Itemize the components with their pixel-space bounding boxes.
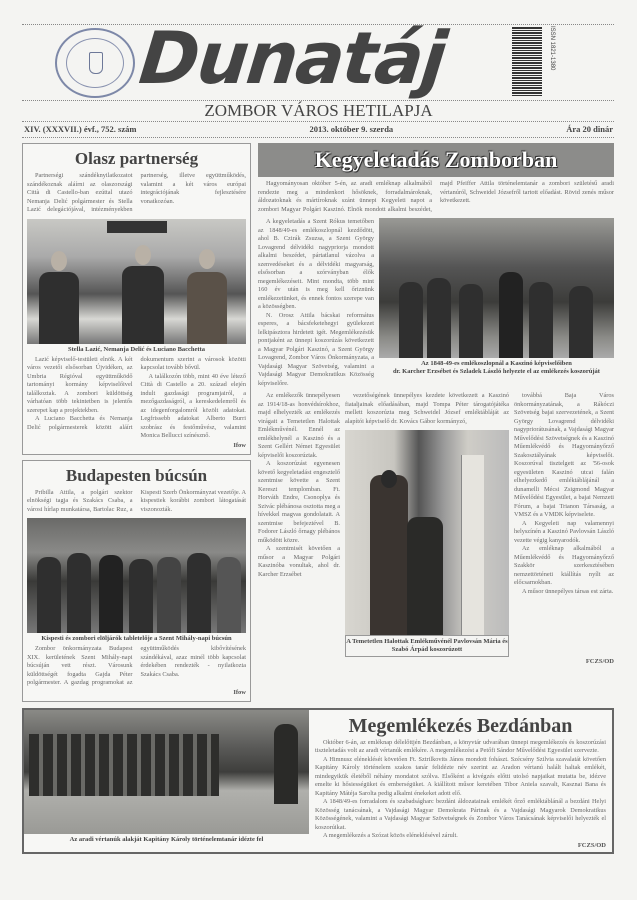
author-signature: FCZS/OD	[585, 658, 614, 665]
article-row-1	[258, 218, 614, 388]
article-title: Olasz partnerség	[74, 149, 199, 168]
person	[529, 282, 553, 358]
paragraph: Zombor önkormányzata Budapest XIX. kerületének Szent Mihály-napi búcsúján vett részt. Városunk küldöttségét fogadta Gajda Péter polgármester. A gazdag programokat az együttműködés kibővítésének szándékával, azaz minél több kapcsolat érdekében rendezték - nyilatkozta Szakács Csaba.	[27, 645, 246, 686]
article-budapesten-bucsun	[22, 460, 251, 702]
photo-block	[379, 218, 614, 388]
photo-caption: Kispesti és zombori elöljárók tabletelője a Szent Mihály-napi búcsún	[41, 635, 232, 642]
article-title-banner	[258, 143, 614, 177]
rule	[22, 137, 614, 138]
paragraph: A kegyeletadás a Szent Rókus temetőben az 1848/49-es emlékoszlopnál kezdődött, ahol B. Czirák Zsuzsa, a Szent György Lovagrend délvidéki nagypriorja mondott alkalmi beszédet, pártatlanul vázolva a szenvedéseket és a délvidéki magyarság, elsősorban a szórványban élők megemlékezéseit. Mint mondta, több mint 160 év után is meg kell őriznünk emlékezetünket, és ennek fontos szerepe van a közösségben.	[258, 218, 374, 310]
article-photo	[27, 219, 246, 344]
person-head	[199, 249, 215, 269]
caption-line: Az 1848-49-es emlékoszlopnál a Kaszinó képviselőiben	[421, 360, 572, 367]
paragraph: vezetőségének ünnepélyes kezdete következett a Kaszinó fiataljainak előadásában, majd Tompa Péter tárogatójátéka mellett koszorúzta meg Schweidel József emléktábláját az alapítói képviselő dr. Kovács Gábor kormányzó,	[345, 392, 509, 425]
paragraph: Lazić képviselő-testületi elnök. A két város vezetői elsősorban Újvidéken, az Umbria Régióval együttműködő tartományi kormány képviselőivel találkoztak. A zombori küldöttség várhatóan több tekintetben is jelentős szerepet kap a projektekben.	[27, 355, 133, 414]
newspaper-title: Dunatáj	[135, 16, 449, 100]
article-body	[27, 356, 246, 441]
article-body-col	[345, 392, 509, 426]
article-megemlekezes-bezdanban	[22, 708, 614, 854]
person	[399, 282, 423, 358]
paragraph: A koszorúzást egyenesen követő kegyeletadást engesztelő szentmise követte a Szent Kereszt templomban. Ft. Horváth Endre, Csonoplya és Szivác plébánosa osztotta meg a hívekkel magvas gondolatait. A szentmise befejeztével B. Fodorer László őrnagy plébános működött közre.	[258, 460, 340, 544]
issue-number: XIV. (XXXVII.) évf., 752. szám	[24, 124, 137, 134]
paragraph: Pribilla Attila, a polgári szektor elnökségi tagja és Szakács Csaba, a városi hírlap munkatársa, Bartolac Ruz, a Kispesti Szerb Önkormányzat vezetője. A kispestiek korábbi zombori látogatását viszonozták.	[27, 488, 246, 513]
person	[39, 272, 79, 344]
paragraph: Partnerségi szándéknyilatkozatot szándékoznak aláírni az olaszországi Città di Castello-ban ezúttal utazó Nemanja Delić polgármester és Stella Lazić delegációjával, intézményekben partnerség, illetve együttműködés, valamint a két város európai integrációjának fejlesztésére vonatkozóan.	[27, 172, 246, 213]
person	[407, 517, 443, 635]
article-photo	[24, 710, 309, 834]
paragraph: A találkozón több, mint 40 éve létező Città di Castello a 20. század elején indult gazdasági programjairól, a mezőgazdaságról, a kereskedelemről és az idegenforgalomról közölt adatokat. Legfrissebb adatokat Alberto Burri szobrász és festőművész, valamint Monica Bellucci színésznő.	[140, 372, 246, 439]
person	[122, 266, 164, 344]
paragraph: továbbá Baja Város önkormányzatának, a Rákóczi Szövetség bajai szervezetének, a Szent György Lovagrend délvidéki nagypriorátusának, a Vajdasági Magyar Művelődési Szövetségnek és a Kaszinó Műemlékvédő és Hagyományőrző Szakosztályának képviselői. Koszorúval tisztelgett az '56-osok egyesületen Kaszinó utcai falán elhelyezkedő emléktáblájánál a dunamelli Mécsi Zsigmond Magyar Művelődési Egyesület, a bajai Nemzeti Fórum, a bajai Trianon Társaság, a VMSZ és a VMDK képviselete.	[514, 392, 614, 518]
issue-info-row	[24, 124, 613, 135]
photo-block	[24, 710, 309, 852]
paragraph: Az emléknap alkalmából a Műemlékvédő és Hagyományőrző Szakkör szerkesztésében nemzettörténeti kiállítás nyílt az előcsarnokban.	[514, 545, 614, 586]
issue-date: 2013. október 9. szerda	[309, 124, 394, 134]
barcode-icon	[512, 26, 542, 96]
person	[459, 284, 483, 358]
article-body	[315, 739, 606, 841]
paragraph: Hagyományosan október 5-én, az aradi emléknap alkalmából rendezte meg a mindenkori hősöknek, forradalmároknak, áldozatoknak és mártíroknak szánt ünnepi Kegyeleti napot a zombori Magyar Polgári Kaszinó. Elnök mondott alkalmi beszédet, majd Pfeiffer Attila történelemtanár a zombori születésű aradi vértanúról, Schweidel Józsefről tartott előadást. Rövid zenés műsor következett.	[258, 180, 614, 213]
memorial-column	[461, 455, 484, 635]
crowd	[29, 734, 219, 796]
person	[217, 557, 241, 633]
person	[67, 553, 91, 633]
wreath-ceremony-photo	[379, 218, 614, 358]
article-title: Kegyeletadás Zomborban	[314, 147, 558, 172]
person	[187, 272, 227, 344]
article-body	[27, 645, 246, 688]
article-kegyeletadas-zomborban	[258, 143, 614, 702]
speaker	[274, 724, 298, 804]
article-row-2	[258, 392, 614, 657]
paragraph: A műsor ünnepélyes társas est zárta.	[522, 587, 614, 595]
paragraph: A Luciano Bacchetta és Nemanja Delić polgármesterek között aláírt dokumentum szerint a városok közötti kapcsolat tovább bővül.	[27, 355, 246, 431]
article-body-col	[514, 392, 614, 657]
person-head	[381, 470, 397, 488]
person	[129, 559, 153, 633]
paragraph: A megemlékezés a Szózat közös eléneklésével zárult.	[323, 832, 458, 839]
photo-caption: Az aradi vértanúk alakját Kapitány Károly történelemtanár idézte fel	[69, 835, 264, 843]
paragraph: Az emlékezők ünnepélyesen az 1914/18-as honvédsírokhoz, majd elhelyezték az emlékezés virágait a Temetetlen Halottak Emlékművénél. Ennél az emlékhelynél a Kaszinó és a Szent Gellért Német Egyesület képviselői koszorúztak.	[258, 392, 340, 459]
newspaper-subtitle: ZOMBOR VÁROS HETILAPJA	[204, 101, 433, 120]
article-intro	[258, 180, 614, 214]
article-body-col	[258, 392, 340, 657]
paragraph: Október 6-án, az emléknap délelőttjén Bezdánban, a könyvtár udvarában ünnepi megemlékezés és koszorúzási tiszteletadás volt az aradi vértanúk emlékére. A megemlékezést a Petőfi Sándor Művelődési Egyesület szervezte.	[315, 738, 606, 754]
article-intro	[27, 489, 246, 515]
person	[499, 272, 523, 358]
memorial-photo	[345, 430, 509, 635]
person	[427, 278, 451, 358]
person	[157, 557, 181, 633]
issue-price: Ára 20 dinár	[566, 124, 613, 134]
person	[37, 557, 61, 633]
article-title: Budapesten búcsún	[65, 465, 208, 485]
banner-sign	[107, 221, 167, 233]
article-photo	[27, 518, 246, 633]
article-title: Megemlékezés Bezdánban	[348, 714, 573, 737]
person-head	[135, 245, 151, 265]
masthead	[0, 0, 637, 140]
article-body-left	[258, 218, 374, 388]
city-seal-logo	[55, 28, 135, 98]
person	[569, 286, 593, 358]
author-signature: FCZS/OD	[577, 841, 606, 849]
coat-of-arms-icon	[89, 52, 103, 74]
author-signature: Ifow	[233, 441, 246, 449]
photo-caption: Stella Lazić, Nemanja Delić és Luciano Bacchetta	[67, 345, 206, 353]
photo-caption	[379, 358, 614, 378]
main-content	[22, 143, 614, 702]
photo-block	[345, 392, 509, 657]
article-text-block	[315, 710, 612, 852]
person	[99, 555, 123, 633]
left-column	[22, 143, 251, 702]
photo-caption: A Temetetlen Halottak Emlékművénél Pavlovsán Mária és Szabó Árpád koszorúzott	[345, 635, 509, 657]
paragraph: A 1848/49-es forradalom és szabadságharc bezdáni áldozatainak emlékét őrző emléktáblánál a bezdáni Helyi Közösség tanácsának, a Vajdasági Magyar Demokrata Pártnak és a Vajdasági Magyarok Demokratikus Közösségének, valamint a Vajdasági Magyar Szövetségnek és Zombor Város Tanácsának képviselői helyezték el koszorúikat.	[315, 798, 606, 831]
rule	[22, 121, 614, 122]
person	[187, 553, 211, 633]
paragraph: A Kegyeleti nap valamennyi helyszínén a Kaszinó Pavlovsán László vezette végig kanyarodók.	[514, 519, 614, 544]
author-signature: Ifow	[233, 688, 246, 696]
paragraph: A szentmisét követően a műsor a Magyar Polgári Kaszinóba vonultak, ahol dr. Karcher Erzsébet	[258, 545, 340, 578]
person	[370, 475, 408, 635]
paragraph: N. Orosz Attila bácskai református esperes, a bácsfeketehegyi gyülekezet lelkipásztora hirdetett igét. Megemlékezésük pontjaként az ünnepi koszorúzás következett a Magyar Polgári Kaszinó, a Szent György Lovagrend, Zombor Város Önkormányzata, a Vajdasági Magyar Szövetség, valamint a Vajdasági Magyar Demokratikus Közösség képviselőre.	[258, 311, 374, 387]
paragraph: A Himnusz eléneklését követően Ft. Sztrilkovits János mondott fohászt. Szécsény Szilvia szavalatát követően Kapitány Károly történelem szakos tanár felidézte név szerint az Aradon vértanú halált haltak emlékét, mindegyikük életéből néhány mondatot szólva. Elsőként a kivégzés előtti utolsó napjaikat mutatta be, idézve emelte ki hősiességüket és emberségüket. A kiállított műsor keretében Tibor Aniela szavalt, Kasznai Bana és Kapitány Mátéja Sarolta pedig alkalmi énekeket adott elő.	[315, 755, 606, 797]
issn-number: ISSN 1821-1380	[549, 26, 555, 71]
caption-line: dr. Karcher Erzsébet és Szladek László helyezte el az emlékezés koszorúját	[393, 368, 600, 375]
person-head	[51, 251, 67, 271]
article-intro	[27, 172, 246, 215]
article-olasz-partnerseg	[22, 143, 251, 455]
